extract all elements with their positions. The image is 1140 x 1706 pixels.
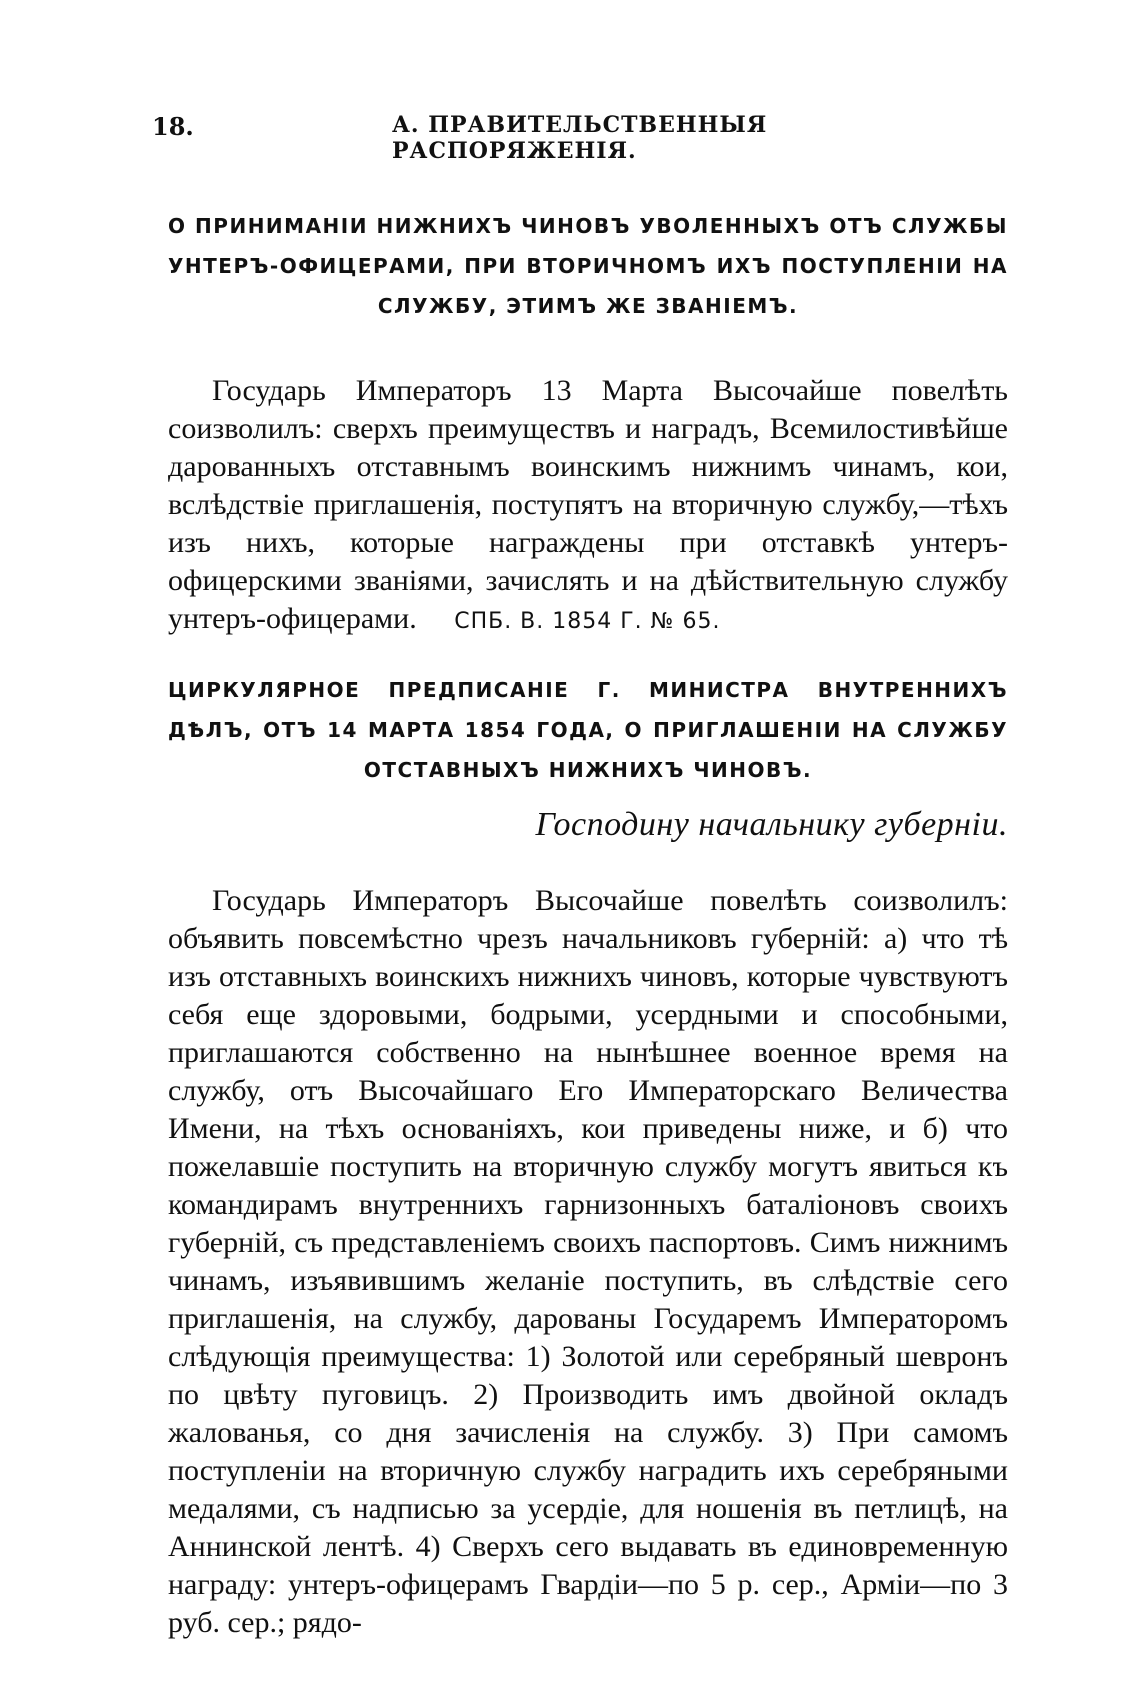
salutation: Господину начальнику губерніи.	[535, 806, 1008, 843]
circular-text: Государь Императоръ Высочайше повелѣть соизволилъ: объявить повсемѣстно чрезъ начальниковъ губерній: а) что тѣ изъ отставныхъ воинскихъ нижнихъ чиновъ, которые чувствуютъ себя еще здоровыми, бодрыми, усердными и способными, приглашаются собственно на нынѣшнее военное время на службу, отъ Высочайшаго Его Императорскаго Величества Имени, на тѣхъ основаніяхъ, кои приведены ниже, и б) что пожелавшіе поступить на вторичную службу могутъ явиться къ командирамъ внутреннихъ гарнизонныхъ баталіоновъ своихъ губерній, съ представленіемъ своихъ паспортовъ. Симъ нижнимъ чинамъ, изъявившимъ желаніе поступить, въ слѣдствіе сего приглашенія, на службу, дарованы Государемъ Императоромъ слѣдующія преимущества: 1) Золотой или серебряный шевронъ по цвѣту пуговицъ. 2) Производить имъ двойной окладъ жалованья, со дня зачисленія на службу. 3) При самомъ поступленіи на вторичную службу наградить ихъ серебряными медалями, съ надписью за усердіе, для ношенія въ петлицѣ, на Аннинской лентѣ. 4) Сверхъ сего выдавать въ единовременную награду: унтеръ-офицерамъ Гвардіи—по 5 р. сер., Арміи—по 3 руб. сер.; рядо-	[168, 884, 1008, 1639]
decree-text: Государь Императоръ 13 Марта Высочайше повелѣть соизволилъ: сверхъ преимуществъ и наградъ, Всемилостивѣйше дарованныхъ отставнымъ воинскимъ нижнимъ чинамъ, кои, вслѣдствіе приглашенія, поступятъ на вторичную службу,—тѣхъ изъ нихъ, которые награждены при отставкѣ унтеръ-офицерскими званіями, зачислять и на дѣйствительную службу унтеръ-офицерами.	[168, 374, 1008, 635]
running-title: А. ПРАВИТЕЛЬСТВЕННЫЯ РАСПОРЯЖЕНІЯ.	[392, 112, 768, 164]
section-heading-circular: ЦИРКУЛЯРНОЕ ПРЕДПИСАНІЕ Г. МИНИСТРА ВНУТРЕННИХЪ ДѢЛЪ, ОТЪ 14 МАРТА 1854 ГОДА, О ПРИГЛАШЕНІИ НА СЛУЖБУ ОТСТАВНЫХЪ НИЖНИХЪ ЧИНОВЪ.	[168, 678, 1008, 782]
page-number: 18.	[152, 112, 194, 141]
decree-paragraph	[168, 372, 1008, 641]
circular-paragraph	[168, 882, 1008, 1642]
source-citation: СПБ. В. 1854 Г. № 65.	[454, 609, 721, 634]
running-head	[152, 112, 1012, 164]
section-heading-discharged-nco: О ПРИНИМАНІИ НИЖНИХЪ ЧИНОВЪ УВОЛЕННЫХЪ ОТЪ СЛУЖБЫ УНТЕРЪ-ОФИЦЕРАМИ, ПРИ ВТОРИЧНОМЪ ИХЪ ПОСТУПЛЕНІИ НА СЛУЖБУ, ЭТИМЪ ЖЕ ЗВАНІЕМЪ.	[168, 214, 1008, 318]
